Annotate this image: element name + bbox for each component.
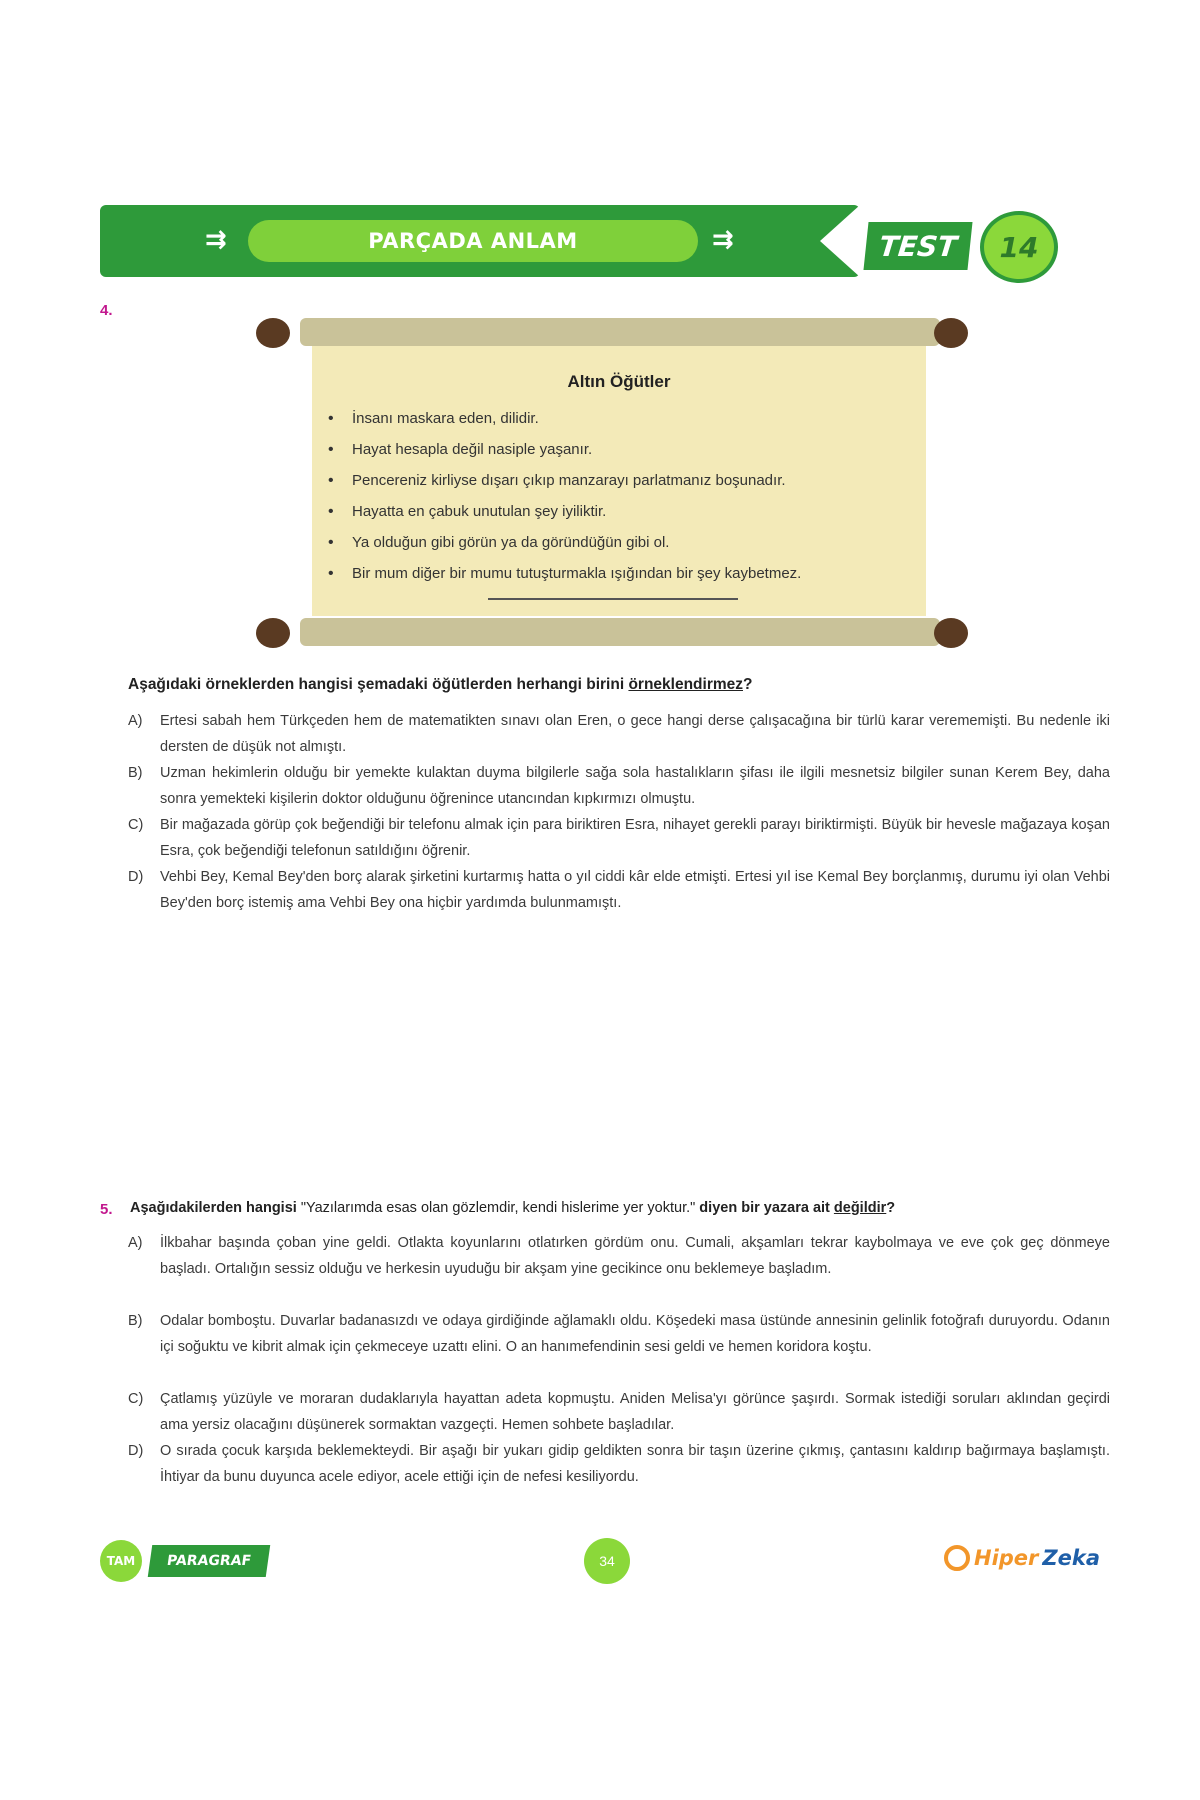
question-4-option-b[interactable]: B) Uzman hekimlerin olduğu bir yemekte kulaktan duyma bilgilerle sağa sola hastalıkların şifası ile ilgili mesnetsiz bilgiler sunan Kerem Bey, daha sonra yemekteki kişilerin doktor olduğunu öğrenince utancından kıpkırmızı olmuştu. bbox=[128, 765, 1110, 807]
question-5-option-b[interactable]: B) Odalar bomboştu. Duvarlar badanasızdı ve odaya girdiğinde ağlamaklı oldu. Köşedeki masa üstünde annesinin gelinlik fotoğrafı duruyordu. Odanın içi soğuktu ve kibrit almak için çekmeceye uzattı elini. O an hanımefendinin sesi geldi ve hemen koridora koştu. bbox=[128, 1313, 1110, 1355]
advice-list bbox=[328, 403, 918, 589]
scroll-divider bbox=[488, 598, 738, 600]
advice-item: • Ya olduğun gibi görün ya da göründüğün gibi ol. bbox=[328, 527, 918, 558]
advice-item: • İnsanı maskara eden, dilidir. bbox=[328, 403, 918, 434]
question-5-stem: Aşağıdakilerden hangisi "Yazılarımda esas olan gözlemdir, kendi hislerime yer yoktur." diyen bir yazara ait değildir? bbox=[130, 1200, 896, 1216]
page-number: 34 bbox=[584, 1538, 630, 1584]
question-5-number: 5. bbox=[100, 1201, 113, 1218]
advice-item: • Hayatta en çabuk unutulan şey iyiliktir. bbox=[328, 496, 918, 527]
advice-item: • Pencereniz kirliyse dışarı çıkıp manzarayı parlatmanız boşunadır. bbox=[328, 465, 918, 496]
question-5-option-d[interactable]: D) O sırada çocuk karşıda beklemekteydi. Bir aşağı bir yukarı gidip geldikten sonra bir taşın üzerine çıkmış, çantasını kaldırıp bağırmaya başlamıştı. İhtiyar da bunu duyunca acele ediyor, acele ettiği için de nefesi kesiliyordu. bbox=[128, 1443, 1110, 1485]
question-5-option-c[interactable]: C) Çatlamış yüzüyle ve moraran dudaklarıyla hayattan adeta kopmuştu. Aniden Melisa'yı görünce şaşırdı. Sormak istediği soruları aklından geçirdi ama yersiz olacağını düşünerek sormaktan vazgeçti. Hemen sohbete başladılar. bbox=[128, 1391, 1110, 1433]
question-4-stem: Aşağıdaki örneklerden hangisi şemadaki öğütlerden herhangi birini örneklendirmez? bbox=[128, 676, 753, 693]
advice-item: • Hayat hesapla değil nasiple yaşanır. bbox=[328, 434, 918, 465]
scroll-bottom-left-knob bbox=[256, 618, 290, 648]
scroll-bottom-right-knob bbox=[934, 618, 968, 648]
scroll-top-rod bbox=[300, 318, 940, 346]
test-label: TEST bbox=[863, 222, 972, 270]
test-number-badge: 14 bbox=[980, 211, 1058, 283]
negative-keyword: değildir bbox=[833, 1200, 887, 1216]
tam-badge: TAM bbox=[100, 1540, 142, 1582]
scroll-top-right-knob bbox=[934, 318, 968, 348]
scroll-top-left-knob bbox=[256, 318, 290, 348]
spark-icon-right: ⇉ bbox=[712, 225, 734, 255]
paragraf-label: PARAGRAF bbox=[148, 1545, 270, 1577]
question-4-option-a[interactable]: A) Ertesi sabah hem Türkçeden hem de matematikten sınavı olan Eren, o gece hangi derse çalışacağına bir türlü karar verememişti. Bu nedenle iki dersten de düşük not almıştı. bbox=[128, 713, 1110, 755]
spark-icon-left: ⇉ bbox=[205, 225, 227, 255]
section-title: PARÇADA ANLAM bbox=[248, 220, 698, 262]
brand-name-part1: Hiper bbox=[974, 1546, 1039, 1570]
advice-item: • Bir mum diğer bir mumu tutuşturmakla ışığından bir şey kaybetmez. bbox=[328, 558, 918, 589]
negative-keyword: örneklendirmez bbox=[628, 676, 743, 693]
question-4-number: 4. bbox=[100, 302, 113, 319]
brand-name-part2: Zeka bbox=[1042, 1546, 1101, 1570]
brand-logo bbox=[944, 1545, 1100, 1571]
scroll-title: Altın Öğütler bbox=[567, 372, 671, 391]
scroll-bottom-rod bbox=[300, 618, 940, 646]
banner-notch bbox=[820, 205, 860, 277]
question-4-option-c[interactable]: C) Bir mağazada görüp çok beğendiği bir telefonu almak için para biriktiren Esra, nihayet gerekli parayı biriktirmişti. Büyük bir hevesle mağazaya koşan Esra, çok beğendiği telefonun satıldığını öğrenir. bbox=[128, 817, 1110, 859]
brand-logo-icon bbox=[944, 1545, 970, 1571]
question-5-option-a[interactable]: A) İlkbahar başında çoban yine geldi. Otlakta koyunlarını otlatırken gördüm onu. Cumali, akşamları tekrar kaybolmaya ve eve çok geç dönmeye başladı. Ortalığın sessiz olduğu ve herkesin uyuduğu bir akşam yine gecikince onu beklemeye başladım. bbox=[128, 1235, 1110, 1277]
question-4-option-d[interactable]: D) Vehbi Bey, Kemal Bey'den borç alarak şirketini kurtarmış hatta o yıl ciddi kâr elde etmişti. Ertesi yıl ise Kemal Bey borçlanmış, durumu iyi olan Vehbi Bey'den borç istemiş ama Vehbi Bey ona hiçbir yardımda bulunmamıştı. bbox=[128, 869, 1110, 911]
